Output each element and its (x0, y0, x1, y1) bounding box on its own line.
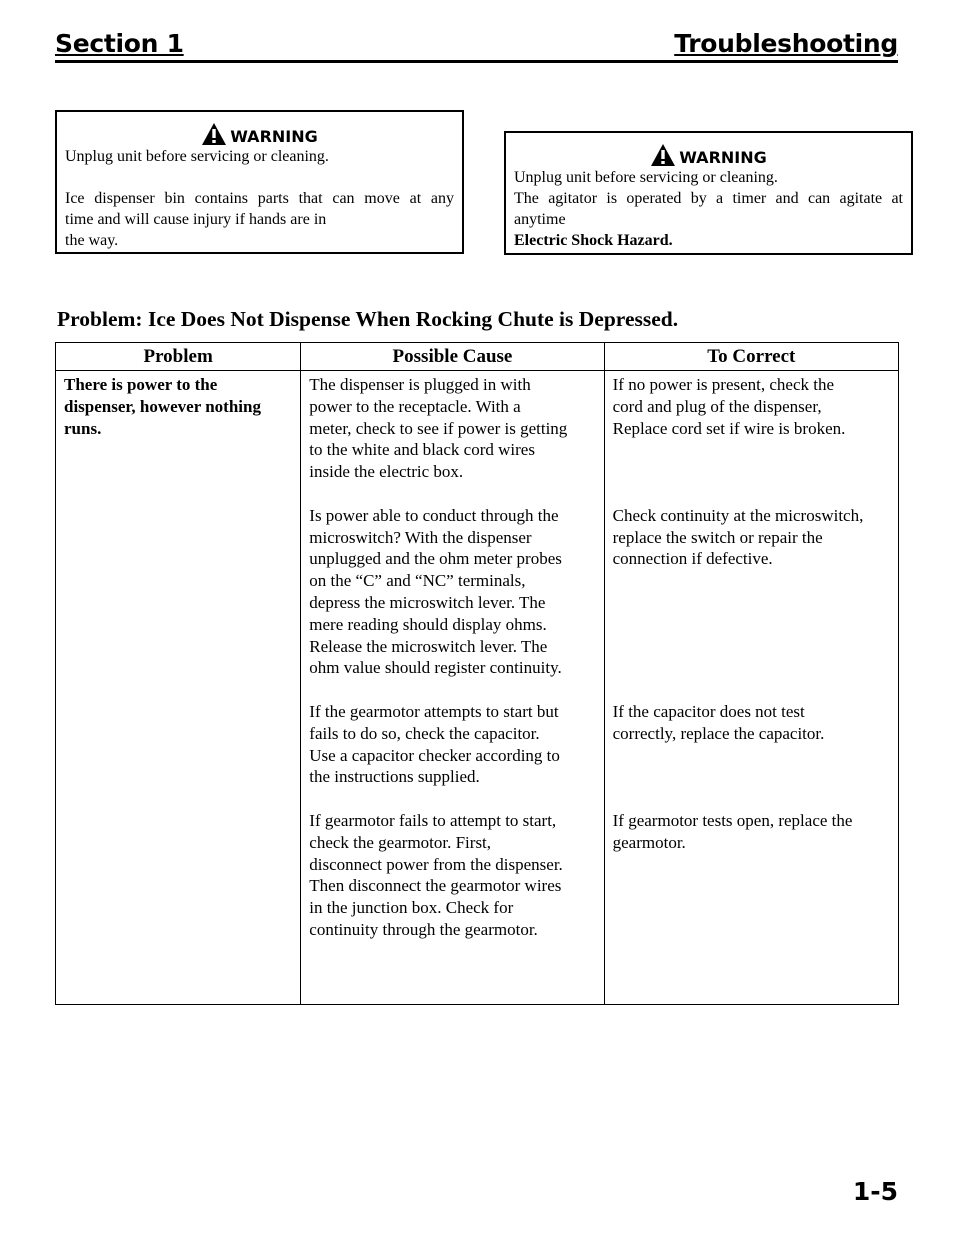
cause-line: inside the electric box. (309, 462, 464, 482)
cause-paragraph (309, 505, 595, 679)
cause-line: Is power able to conduct through the (309, 505, 559, 525)
correction-line: Replace cord set if wire is broken. (612, 418, 846, 438)
cause-line: The dispenser is plugged in with (309, 375, 531, 394)
problem-heading: Problem: Ice Does Not Dispense When Rocking Chute is Depressed. (57, 307, 679, 331)
section-label: Section 1 (55, 29, 184, 58)
cause-line: If the gearmotor attempts to start but (309, 701, 559, 721)
correction-paragraph (613, 701, 890, 788)
cause-paragraph (309, 810, 595, 941)
table-header-row (56, 343, 899, 371)
page-number: 1-5 (852, 1177, 898, 1206)
warning-box-agitator (504, 131, 913, 255)
warning-spacer (65, 167, 454, 188)
cause-line: to the white and black cord wires (309, 440, 535, 460)
correction-paragraph (613, 505, 890, 679)
correction-line: gearmotor. (612, 832, 686, 852)
warning-triangle-icon (201, 122, 227, 146)
warning-box-bin (55, 110, 464, 254)
cause-line: disconnect power from the dispenser. (309, 854, 563, 874)
cause-line: the instructions supplied. (309, 767, 480, 787)
column-header-correct: To Correct (604, 343, 898, 371)
warning-text: Unplug unit before servicing or cleaning. (514, 169, 778, 186)
correction-paragraph (613, 810, 890, 854)
cause-line: unplugged and the ohm meter probes (309, 549, 562, 569)
warning-text: Unplug unit before servicing or cleaning. (65, 148, 329, 165)
correction-line: correctly, replace the capacitor. (612, 723, 825, 743)
warning-triangle-icon (650, 143, 676, 167)
cause-line: Use a capacitor checker according to (309, 745, 560, 765)
corrections-cell (604, 371, 898, 1005)
column-header-problem: Problem (56, 343, 301, 371)
problem-line: runs. (64, 418, 102, 438)
troubleshooting-table (55, 342, 899, 1005)
problem-line: dispenser, however nothing (64, 396, 261, 416)
correction-line: connection if defective. (612, 549, 773, 569)
warning-text: time and will cause injury if hands are in (65, 211, 327, 228)
cause-line: microswitch? With the dispenser (309, 527, 532, 547)
correction-line: If gearmotor tests open, replace the (612, 810, 853, 830)
correction-line: replace the switch or repair the (612, 527, 823, 547)
warning-text: The agitator is operated by a timer and can agitate at (514, 190, 903, 207)
warning-text: Ice dispenser bin contains parts that can move at any (65, 190, 454, 207)
table-row (56, 371, 899, 1005)
cause-line: mere reading should display ohms. (309, 614, 547, 634)
correction-paragraph (613, 374, 890, 483)
warning-heading (514, 137, 903, 167)
problem-cell (56, 371, 301, 1005)
warning-text: the way. (65, 232, 119, 249)
cause-line: continuity through the gearmotor. (309, 919, 538, 939)
cause-line: meter, check to see if power is getting (309, 418, 568, 438)
cause-line: Then disconnect the gearmotor wires (309, 876, 562, 896)
cause-line: on the “C” and “NC” terminals, (309, 571, 526, 591)
correction-line: If no power is present, check the (612, 375, 835, 394)
cause-line: check the gearmotor. First, (309, 832, 492, 852)
cause-line: Release the microswitch lever. The (309, 636, 548, 656)
cause-line: depress the microswitch lever. The (309, 592, 546, 612)
column-header-cause: Possible Cause (301, 343, 604, 371)
correction-line: If the capacitor does not test (612, 701, 805, 721)
page-header (55, 28, 898, 63)
problem-line: There is power to the (64, 375, 218, 394)
cause-line: fails to do so, check the capacitor. (309, 723, 540, 743)
causes-cell (301, 371, 604, 1005)
cause-paragraph (309, 701, 595, 788)
cause-line: ohm value should register continuity. (309, 658, 562, 678)
cause-line: power to the receptacle. With a (309, 396, 521, 416)
cause-line: If gearmotor fails to attempt to start, (309, 810, 557, 830)
correction-line: Check continuity at the microswitch, (612, 505, 864, 525)
page-title: Troubleshooting (674, 29, 898, 58)
warning-heading (65, 116, 454, 146)
warning-text: anytime (514, 211, 566, 228)
cause-line: in the junction box. Check for (309, 898, 514, 918)
cause-paragraph (309, 374, 595, 483)
warning-label: WARNING (230, 127, 318, 146)
correction-line: cord and plug of the dispenser, (612, 396, 822, 416)
warning-label: WARNING (679, 148, 767, 167)
warning-text: Electric Shock Hazard. (514, 232, 673, 249)
